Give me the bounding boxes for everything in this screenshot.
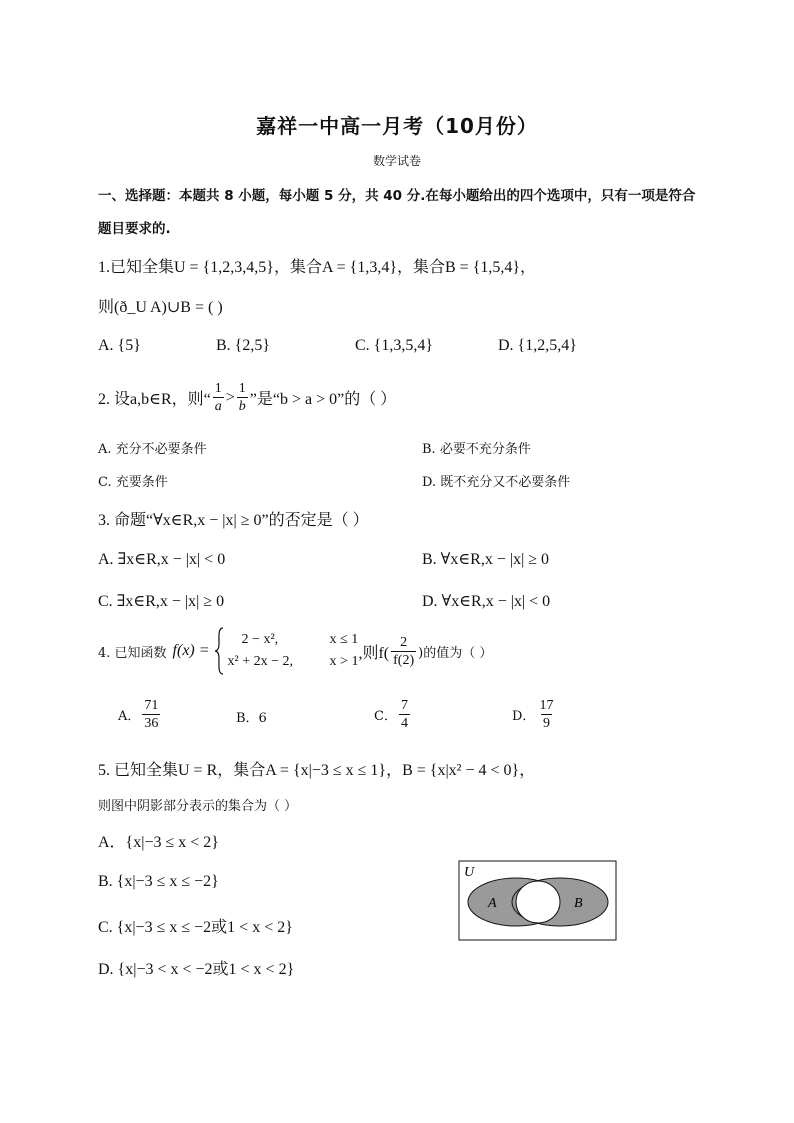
q2-frac1-num: 1 bbox=[214, 381, 222, 396]
q4-case2-cond: x > 1 bbox=[329, 654, 359, 669]
q4-option-c-label: C． bbox=[374, 709, 397, 724]
q2-option-b: B. 必要不充分条件 bbox=[422, 442, 531, 457]
q2-stem-suffix: ”是“b > a > 0”的（ ） bbox=[249, 391, 397, 408]
q4-stem bbox=[98, 626, 492, 676]
q4-option-d-num: 17 bbox=[539, 698, 554, 713]
q4-option-a-fraction bbox=[142, 697, 160, 732]
q4-option-c-num: 7 bbox=[400, 698, 408, 713]
q4-option-d-den: 9 bbox=[542, 716, 550, 731]
q4-option-d-fraction bbox=[537, 697, 555, 732]
exam-title: 嘉祥一中高一月考（10月份） bbox=[256, 114, 538, 138]
q3-option-d: D. ∀x∈R,x − |x| < 0 bbox=[422, 593, 551, 610]
q4-option-c bbox=[374, 697, 412, 732]
q3-stem: 3. 命题“∀x∈R,x − |x| ≥ 0”的否定是（ ） bbox=[98, 512, 369, 529]
q4-case-2 bbox=[228, 651, 359, 673]
q2-option-c: C. 充要条件 bbox=[98, 475, 168, 490]
q5-option-a: A．{x|−3 ≤ x < 2} bbox=[98, 834, 219, 851]
q4-case2-expr: x² + 2x − 2, bbox=[227, 654, 294, 669]
left-brace-icon bbox=[213, 626, 225, 676]
q4-option-b: B．6 bbox=[236, 711, 267, 726]
q2-frac2-den: b bbox=[238, 399, 246, 414]
venn-label-u: U bbox=[464, 865, 475, 880]
q3-option-a: A. ∃x∈R,x − |x| < 0 bbox=[98, 551, 226, 568]
q4-option-c-den: 4 bbox=[400, 716, 408, 731]
q1-option-c: C. {1,3,5,4} bbox=[355, 337, 434, 354]
section-header-line1: 一、选择题：本题共 8 小题，每小题 5 分，共 40 分.在每小题给出的四个选项中，只有一项是符合 bbox=[98, 188, 696, 204]
q1-stem-line2: 则(ð_U A)∪B = ( ) bbox=[98, 299, 223, 316]
q1-stem-line1: 1.已知全集U = {1,2,3,4,5}，集合A = {1,3,4}，集合B = {1,5,4}， bbox=[98, 259, 537, 276]
q1-option-d: D. {1,2,5,4} bbox=[498, 337, 577, 354]
q4-then-prefix: ,则f( bbox=[358, 644, 390, 662]
q2-gt-sign: > bbox=[225, 388, 235, 406]
q4-fraction-2-over-f2 bbox=[391, 634, 416, 669]
q1-option-a: A. {5} bbox=[98, 337, 141, 354]
q4-option-a-den: 36 bbox=[144, 716, 159, 731]
q2-stem bbox=[98, 380, 396, 415]
q4-then-suffix: )的值为（ ） bbox=[418, 645, 493, 661]
q4-option-a bbox=[118, 697, 162, 732]
venn-label-a: A bbox=[488, 896, 497, 911]
q4-case1-expr: 2 − x², bbox=[241, 632, 279, 647]
q4-piecewise-cases bbox=[228, 629, 359, 673]
q2-fraction-1-over-a bbox=[213, 380, 224, 415]
q5-option-d: D. {x|−3 < x < −2或1 < x < 2} bbox=[98, 961, 295, 978]
q2-fraction-1-over-b bbox=[237, 380, 248, 415]
q2-option-d: D. 既不充分又不必要条件 bbox=[422, 475, 571, 490]
q2-stem-prefix: 2. 设a,b∈R，则“ bbox=[98, 391, 211, 408]
section-header-line2: 题目要求的. bbox=[98, 221, 171, 237]
venn-diagram bbox=[458, 860, 618, 942]
q4-option-d bbox=[512, 697, 557, 732]
q4-then-den: f(2) bbox=[393, 652, 415, 668]
venn-label-b: B bbox=[574, 896, 583, 911]
q2-option-a: A. 充分不必要条件 bbox=[98, 442, 207, 457]
q4-option-c-fraction bbox=[399, 697, 410, 732]
venn-intersection bbox=[516, 881, 560, 923]
q4-then-num: 2 bbox=[400, 634, 408, 650]
q4-case1-cond: x ≤ 1 bbox=[329, 632, 359, 647]
q1-option-b: B. {2,5} bbox=[216, 337, 271, 354]
exam-subtitle: 数学试卷 bbox=[372, 154, 421, 168]
q5-option-b: B. {x|−3 ≤ x ≤ −2} bbox=[98, 873, 219, 890]
q4-stem-prefix: 4. 已知函数 bbox=[98, 645, 167, 661]
q2-frac2-num: 1 bbox=[238, 381, 246, 396]
q3-option-c: C. ∃x∈R,x − |x| ≥ 0 bbox=[98, 593, 225, 610]
q3-option-b: B. ∀x∈R,x − |x| ≥ 0 bbox=[422, 551, 550, 568]
q5-stem-line1: 5. 已知全集U = R，集合A = {x|−3 ≤ x ≤ 1}，B = {x|x² − 4 < 0}， bbox=[98, 762, 536, 779]
q5-option-c: C. {x|−3 ≤ x ≤ −2或1 < x < 2} bbox=[98, 919, 293, 936]
q2-frac1-den: a bbox=[214, 399, 222, 414]
q4-option-a-num: 71 bbox=[144, 698, 159, 713]
q4-case-1 bbox=[228, 629, 359, 651]
q5-stem-line2: 则图中阴影部分表示的集合为（ ） bbox=[98, 799, 298, 814]
q4-option-d-label: D． bbox=[512, 709, 536, 724]
q4-func-name: f(x) = bbox=[172, 642, 210, 659]
q4-option-a-label: A． bbox=[118, 709, 141, 724]
